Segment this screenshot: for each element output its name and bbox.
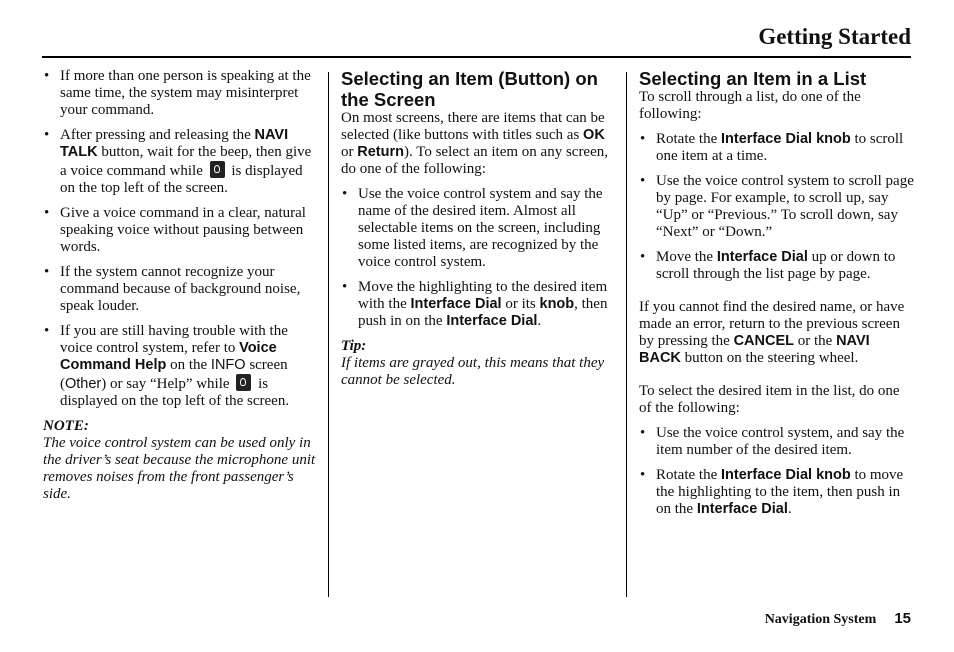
list-item: • Rotate the Interface Dial knob to scroll one item at a time. xyxy=(639,131,914,165)
section-intro: To scroll through a list, do one of the following: xyxy=(639,89,861,122)
section-intro: On most screens, there are items that can be selected (like buttons with titles such as OK or Return). To select an item on any screen, do one of the following: xyxy=(341,110,609,177)
note-text: The voice control system can be used only in the driver’s seat because the microphone unit removes noises from the front passenger’s side. xyxy=(43,435,316,502)
list-item: • If the system cannot recognize your command because of background noise, speak louder. xyxy=(43,264,316,315)
section-heading: Selecting an Item in a List xyxy=(639,68,867,89)
paragraph: If you cannot find the desired name, or have made an error, return to the previous screen by pressing the CANCEL or the NAVI BACK button on the steering wheel. xyxy=(639,299,905,366)
note-heading: NOTE: xyxy=(43,418,89,434)
tip-heading: Tip: xyxy=(341,338,367,354)
tips-list xyxy=(43,68,316,410)
list-item: • Use the voice control system, and say the item number of the desired item. xyxy=(639,425,914,459)
select-options-list xyxy=(639,425,914,518)
options-list xyxy=(341,186,616,330)
page-number: 15 xyxy=(894,610,911,627)
column-2 xyxy=(341,68,616,389)
footer-label: Navigation System xyxy=(764,612,877,627)
list-item: • Move the highlighting to the desired item with the Interface Dial or its knob, then push in on the Interface Dial. xyxy=(341,279,616,330)
header-rule xyxy=(42,56,911,58)
list-item: • Give a voice command in a clear, natural speaking voice without pausing between words. xyxy=(43,205,316,256)
column-divider xyxy=(626,72,627,597)
list-item: • After pressing and releasing the NAVI TALK button, wait for the beep, then give a voice command while is displayed on the top left of the screen. xyxy=(43,127,316,197)
navi-talk-label: NAVI TALK xyxy=(60,127,289,160)
column-1 xyxy=(43,68,316,503)
paragraph: To select the desired item in the list, do one of the following: xyxy=(639,383,900,416)
scroll-options-list xyxy=(639,131,914,283)
section-heading: Selecting an Item (Button) on the Screen xyxy=(341,68,598,110)
list-item: • Use the voice control system and say the name of the desired item. Almost all selectable items on the screen, including some listed items, are recognized by the voice control system. xyxy=(341,186,616,271)
page-title: Getting Started xyxy=(758,24,911,49)
list-item: • Move the Interface Dial up or down to scroll through the list page by page. xyxy=(639,249,914,283)
tip-text: If items are grayed out, this means that they cannot be selected. xyxy=(341,355,605,388)
list-item: • Use the voice control system to scroll page by page. For example, to scroll up, say “Up” or “Previous.” To scroll down, say “Next” or “Down.” xyxy=(639,173,914,241)
column-3 xyxy=(639,68,914,526)
voice-talk-icon xyxy=(236,374,251,391)
page-footer xyxy=(765,610,911,628)
column-divider xyxy=(328,72,329,597)
list-item: • If you are still having trouble with the voice control system, refer to Voice Command Help on the INFO screen (Other) or say “Help” while is displayed on the top left of the screen. xyxy=(43,323,316,410)
list-item: • If more than one person is speaking at the same time, the system may misinterpret your command. xyxy=(43,68,316,119)
voice-talk-icon xyxy=(210,161,225,178)
list-item: • Rotate the Interface Dial knob to move the highlighting to the item, then push in on the Interface Dial. xyxy=(639,467,914,518)
